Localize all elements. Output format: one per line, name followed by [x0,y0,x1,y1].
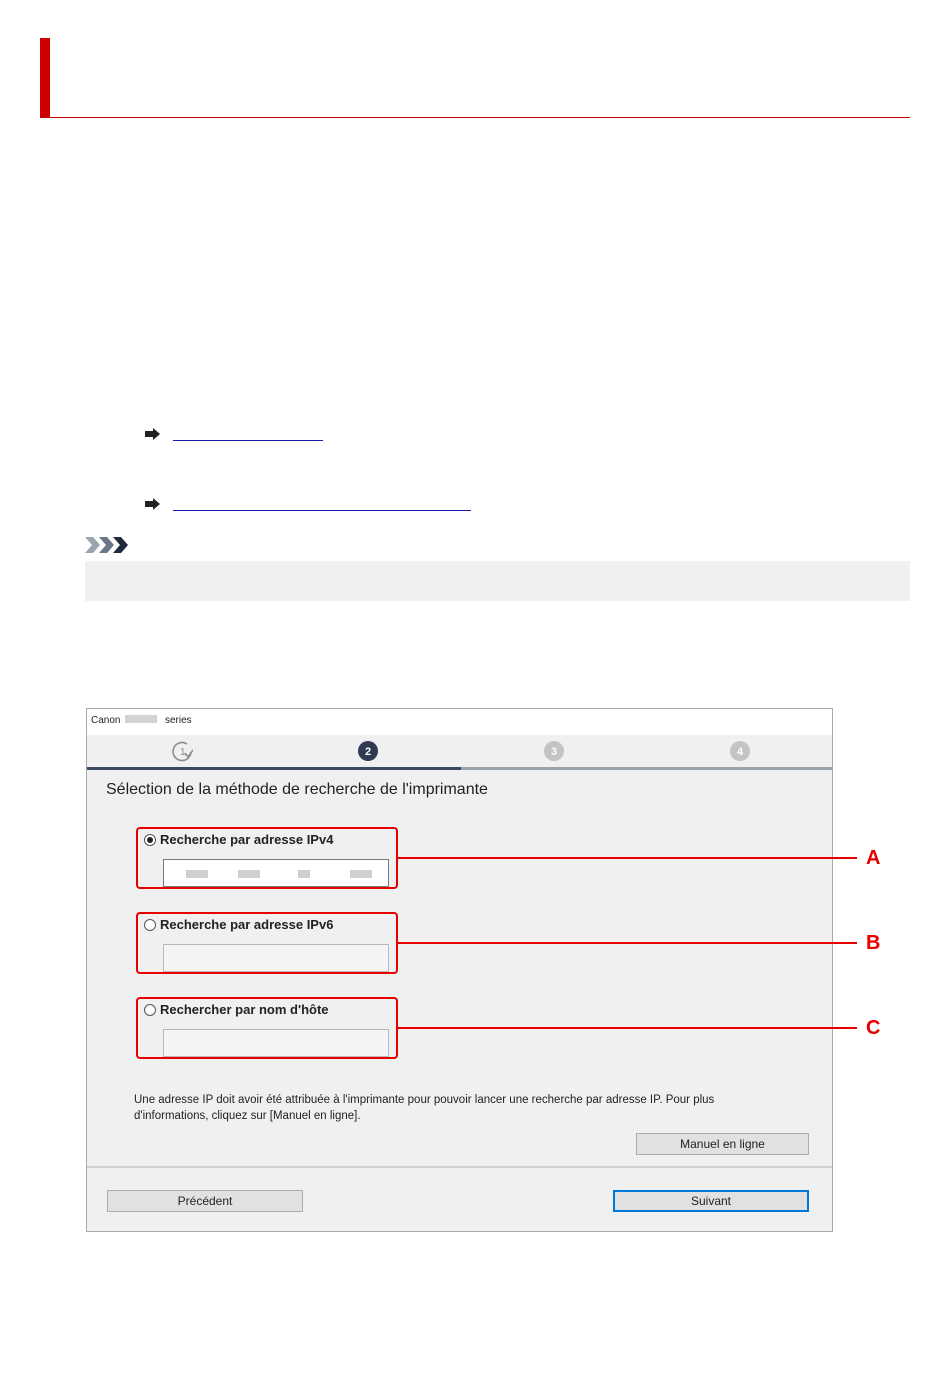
step-3-icon [543,740,565,762]
title-prefix: Canon [91,715,121,726]
ip-octet-redacted [298,870,310,878]
option-ipv6-label[interactable]: Recherche par adresse IPv6 [160,917,334,932]
step-2-current-icon [357,740,379,762]
ip-octet-redacted [350,870,372,878]
info-text: Une adresse IP doit avoir été attribuée à l'imprimante pour pouvoir lancer une recherche par adresse IP. Pour plus d'informations, cliquez sur [Manuel en ligne]. [134,1094,715,1122]
ip-octet-redacted [238,870,260,878]
header-rule [50,117,910,118]
hostname-input[interactable] [163,1029,389,1057]
ipv6-address-input[interactable] [163,944,389,972]
link-1[interactable] [173,426,323,441]
dialog-titlebar [87,709,832,735]
callout-letter-c: C [866,1017,881,1039]
step-4-icon [729,740,751,762]
callout-line-a [397,857,857,859]
model-name-redacted [125,715,157,723]
svg-text:2: 2 [364,746,372,758]
step-indicator [87,735,832,767]
printer-search-dialog [86,708,833,1232]
link-row-2[interactable] [145,496,471,511]
radio-ipv4[interactable] [144,834,156,846]
svg-text:1: 1 [180,747,186,758]
dialog-heading: Sélection de la méthode de recherche de l'imprimante [106,781,488,798]
callout-line-c [397,1027,857,1029]
svg-text:3: 3 [550,746,558,758]
next-button[interactable]: Suivant [613,1190,809,1212]
ipv4-address-input[interactable] [163,859,389,887]
step-progress-fill [87,767,461,770]
arrow-right-icon [145,498,161,510]
svg-text:4: 4 [736,746,744,758]
footer-separator [87,1166,832,1168]
section-marker [40,38,50,118]
ip-octet-redacted [186,870,208,878]
option-ipv4-label[interactable]: Recherche par adresse IPv4 [160,832,334,847]
radio-ipv6[interactable] [144,919,156,931]
title-suffix: series [165,715,192,726]
radio-hostname[interactable] [144,1004,156,1016]
online-manual-button[interactable]: Manuel en ligne [636,1133,809,1155]
note-icon [85,536,131,554]
callout-letter-a: A [866,847,881,869]
callout-letter-b: B [866,932,881,954]
option-hostname-label[interactable]: Rechercher par nom d'hôte [160,1002,329,1017]
step-1-done-icon [171,740,193,762]
link-2[interactable] [173,496,471,511]
back-button[interactable]: Précédent [107,1190,303,1212]
arrow-right-icon [145,428,161,440]
callout-line-b [397,942,857,944]
link-row-1[interactable] [145,426,323,441]
note-box [85,561,910,601]
